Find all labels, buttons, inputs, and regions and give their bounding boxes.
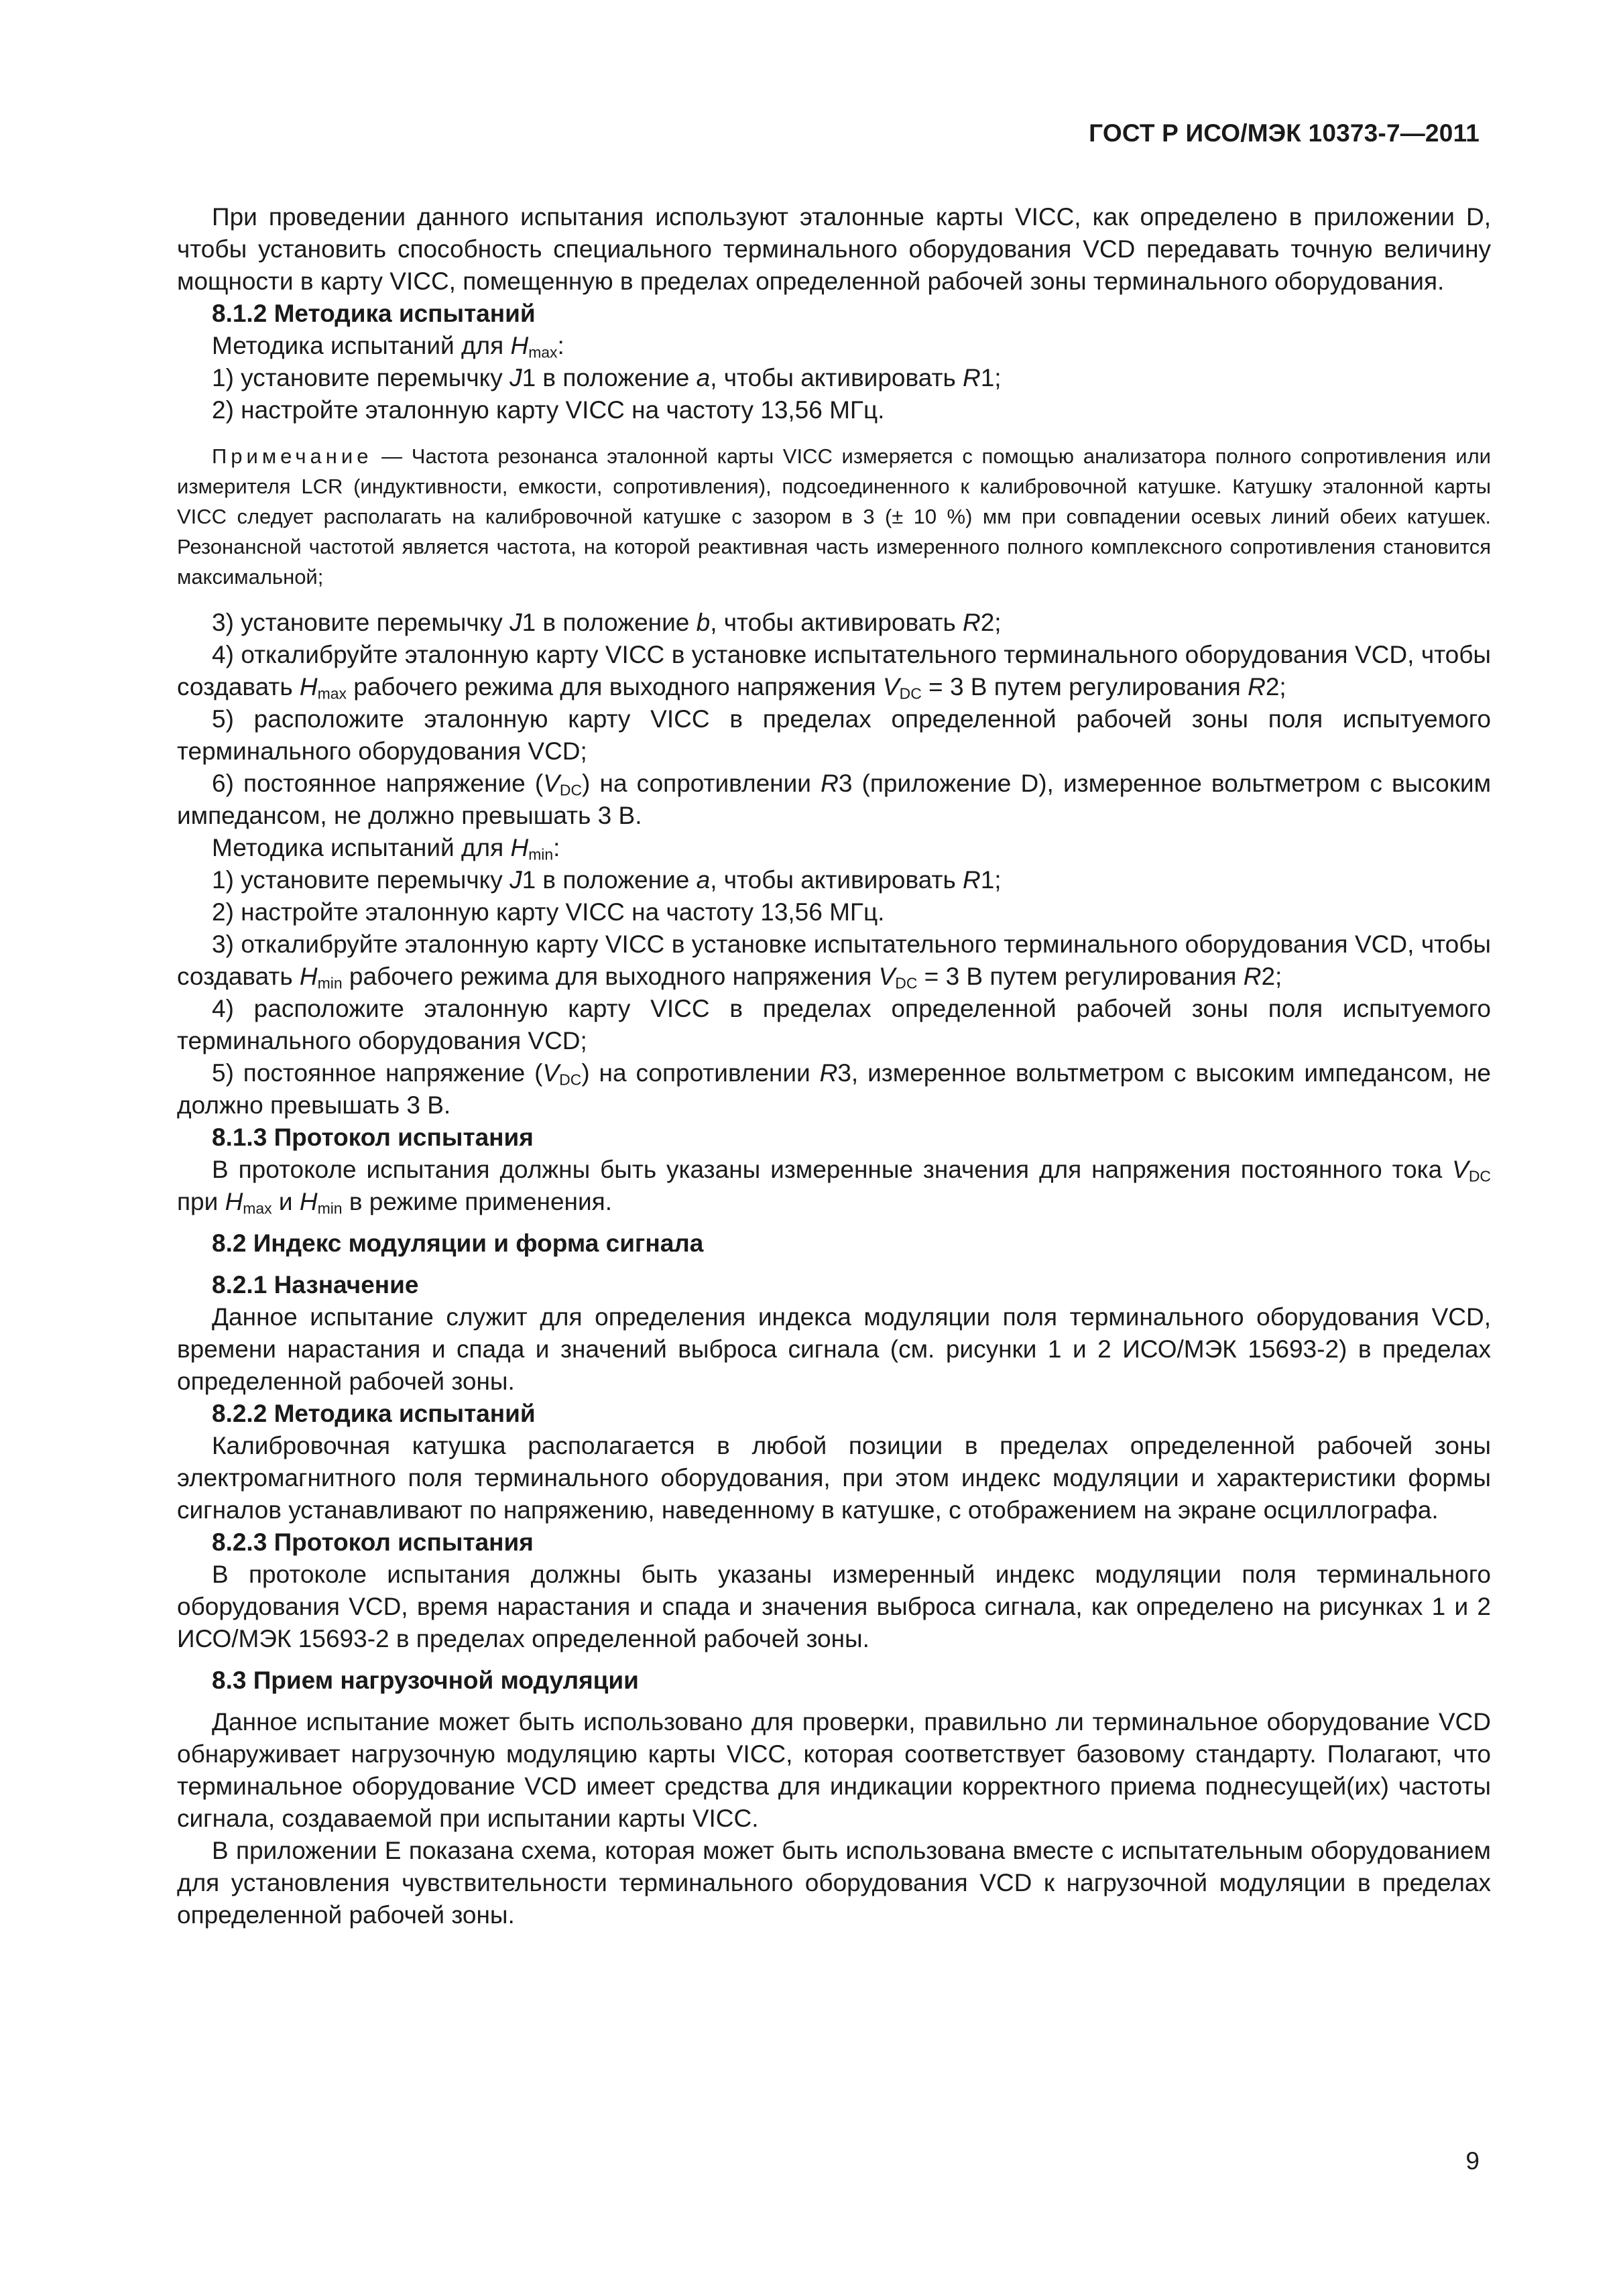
heading-8-1-2: 8.1.2 Методика испытаний bbox=[212, 300, 536, 327]
heading-8-2-2: 8.2.2 Методика испытаний bbox=[212, 1400, 536, 1427]
document-body bbox=[177, 201, 1491, 1931]
heading-8-3: 8.3 Прием нагрузочной модуляции bbox=[212, 1667, 639, 1694]
step-3-hmin: 3) откалибруйте эталонную карту VICC в установке испытательного терминального оборудования VCD, чтобы создавать $H_{min}$ рабочего режима для выходного напряжения $V_{DC} = 3$ В путем регулирования R2; bbox=[177, 930, 1491, 992]
paragraph-8-1-3: В протоколе испытания должны быть указаны измеренные значения для напряжения постоянного тока $V_{DC}$ при $H_{max}$ и $H_{min}$ в режиме применения. bbox=[177, 1156, 1491, 1217]
paragraph-8-2-1: Данное испытание служит для определения индекса модуляции поля терминального оборудования VCD, времени нарастания и спада и значений выброса сигнала (см. рисунки 1 и 2 ИСО/МЭК 15693-2) в пределах определенной рабочей зоны. bbox=[177, 1303, 1491, 1395]
heading-8-2-3: 8.2.3 Протокол испытания bbox=[212, 1528, 534, 1556]
step-5-hmax: 5) расположите эталонную карту VICC в пределах определенной рабочей зоны поля испытуемого терминального оборудования VCD; bbox=[177, 705, 1491, 765]
paragraph-8-3-a: Данное испытание может быть использовано для проверки, правильно ли терминальное оборудование VCD обнаруживает нагрузочную модуляцию карты VICC, которая соответствует базовому стандарту. Полагают, что терминальное оборудование VCD имеет средства для индикации корректного приема поднесущей(их) частоты сигнала, создаваемой при испытании карты VICC. bbox=[177, 1708, 1491, 1832]
step-2-hmin: 2) настройте эталонную карту VICC на частоту 13,56 МГц. bbox=[212, 898, 885, 926]
heading-8-1-3: 8.1.3 Протокол испытания bbox=[212, 1124, 534, 1151]
paragraph-intro: При проведении данного испытания используют эталонные карты VICC, как определено в приложении D, чтобы установить способность специального терминального оборудования VCD передавать точную величину мощности в карту VICC, помещенную в пределах определенной рабочей зоны терминального оборудования. bbox=[177, 203, 1491, 295]
heading-8-2-1: 8.2.1 Назначение bbox=[212, 1271, 419, 1298]
heading-8-2: 8.2 Индекс модуляции и форма сигнала bbox=[212, 1229, 704, 1257]
step-4-hmax: 4) откалибруйте эталонную карту VICC в установке испытательного терминального оборудования VCD, чтобы создавать $H_{max}$ рабочего режима для выходного напряжения $V_{DC} = 3$ В путем регулирования R2; bbox=[177, 641, 1491, 703]
step-4-hmin: 4) расположите эталонную карту VICC в пределах определенной рабочей зоны поля испытуемого терминального оборудования VCD; bbox=[177, 995, 1491, 1054]
step-6-hmax: 6) постоянное напряжение $(V_{DC})$ на сопротивлении R3 (приложение D), измеренное вольтметром с высоким импедансом, не должно превышать 3 В. bbox=[177, 770, 1492, 829]
page-header-standard-title: ГОСТ Р ИСО/МЭК 10373-7—2011 bbox=[1089, 119, 1480, 147]
method-hmax-intro: Методика испытаний для $H_{max}$: bbox=[212, 332, 564, 361]
step-1-hmin: 1) установите перемычку J1 в положение a, чтобы активировать R1; bbox=[212, 866, 1002, 894]
step-3-hmax: 3) установите перемычку J1 в положение b, чтобы активировать R2; bbox=[212, 609, 1002, 636]
paragraph-8-2-3: В протоколе испытания должны быть указаны измеренный индекс модуляции поля терминального оборудования VCD, время нарастания и спада и значения выброса сигнала, как определено на рисунках 1 и 2 ИСО/МЭК 15693-2 в пределах определенной рабочей зоны. bbox=[177, 1561, 1491, 1652]
page-number: 9 bbox=[1465, 2147, 1480, 2175]
step-5-hmin: 5) постоянное напряжение $(V_{DC})$ на сопротивлении R3, измеренное вольтметром с высоким импедансом, не должно превышать 3 В. bbox=[177, 1059, 1491, 1119]
step-2-hmax: 2) настройте эталонную карту VICC на частоту 13,56 МГц. bbox=[212, 396, 885, 424]
paragraph-8-3-b: В приложении Е показана схема, которая может быть использована вместе с испытательным оборудованием для установления чувствительности терминального оборудования VCD к нагрузочной модуляции в пределах определенной рабочей зоны. bbox=[177, 1837, 1491, 1929]
paragraph-8-2-2: Калибровочная катушка располагается в любой позиции в пределах определенной рабочей зоны электромагнитного поля терминального оборудования, при этом индекс модуляции и характеристики формы сигналов устанавливают по напряжению, наведенному в катушке, с отображением на экране осциллографа. bbox=[177, 1432, 1491, 1524]
step-1-hmax: 1) установите перемычку J1 в положение a, чтобы активировать R1; bbox=[212, 364, 1002, 391]
note-label: Примечание bbox=[212, 444, 373, 468]
method-hmin-intro: Методика испытаний для $H_{min}$: bbox=[212, 834, 560, 863]
note-resonance: Примечание — Частота резонанса эталонной карты VICC измеряется с помощью анализатора полного сопротивления или измерителя LCR (индуктивности, емкости, сопротивления), подсоединенного к калибровочной катушке. Катушку эталонной карты VICC следует располагать на калибровочной катушке с зазором в 3 (± 10 %) мм при совпадении осевых линий обеих катушек. Резонансной частотой является частота, на которой реактивная часть измеренного полного комплексного сопротивления становится максимальной; bbox=[177, 444, 1491, 589]
